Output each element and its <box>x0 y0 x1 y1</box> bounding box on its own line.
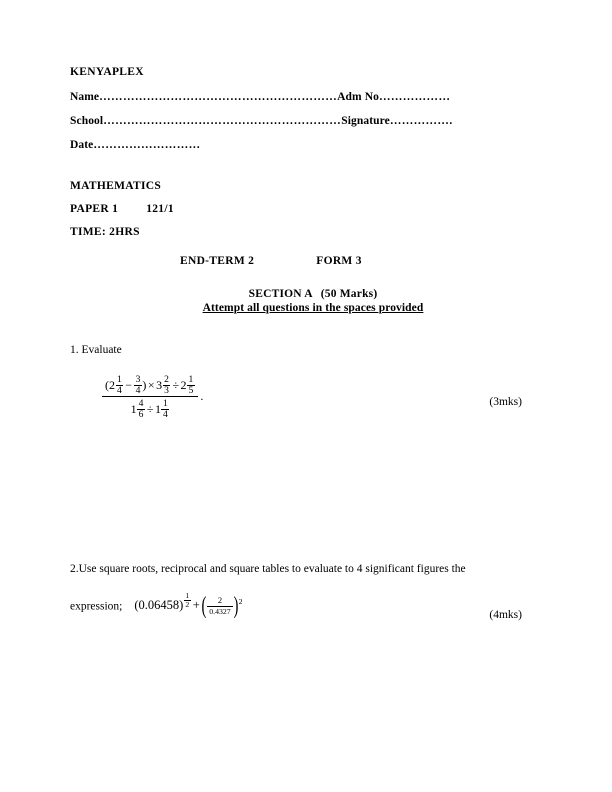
main-fraction <box>102 375 198 420</box>
mixed-3-whole: 3 <box>156 377 163 392</box>
field-label-admno: Adm No <box>337 91 379 103</box>
mixed-6-fraction <box>161 399 169 420</box>
question-2 <box>70 561 522 620</box>
question-2-marks: (4mks) <box>489 608 522 621</box>
mixed-6-whole: 1 <box>154 402 161 417</box>
question-1-number: 1. <box>70 344 79 356</box>
mixed-3-denominator: 3 <box>164 384 169 396</box>
exponent-one-half <box>183 590 191 609</box>
exponent-numerator: 1 <box>185 590 190 600</box>
times-operator: × <box>147 377 155 392</box>
page-content <box>70 66 522 620</box>
mixed-6-numerator: 1 <box>162 398 168 410</box>
field-label-date: Date <box>70 139 94 151</box>
question-1-text: Evaluate <box>81 344 122 356</box>
f2-denominator: 4 <box>135 384 141 396</box>
fraction-three-quarters <box>134 375 142 396</box>
mixed-4-whole: 2 <box>180 377 187 392</box>
question-1-expression <box>102 369 522 425</box>
fraction-numerator <box>102 375 198 398</box>
num-open-paren: (2 <box>105 377 115 392</box>
mixed-5-numerator: 4 <box>138 398 144 410</box>
paper-line <box>70 203 522 215</box>
question-2-text: Use square roots, reciprocal and square tables to evaluate to 4 significant figures the <box>78 562 466 575</box>
mixed-1-fraction <box>116 375 124 396</box>
field-dots-school: …………………………………………………… <box>103 115 342 127</box>
mixed-1-denominator: 4 <box>117 384 122 396</box>
field-name-line <box>70 91 522 103</box>
question-1-marks: (3mks) <box>489 395 522 408</box>
f2-numerator: 3 <box>135 373 141 385</box>
exam-term: END-TERM 2 <box>180 255 255 267</box>
mixed-4-denominator: 5 <box>188 384 194 396</box>
ratio-numerator: 2 <box>207 596 232 607</box>
field-dots-admno: ……………… <box>378 91 451 103</box>
paper-meta <box>70 180 522 238</box>
field-label-school: School <box>70 115 104 127</box>
field-school-line <box>70 115 522 127</box>
divide-operator-numerator: ÷ <box>172 377 180 392</box>
exponent-fraction <box>184 592 191 609</box>
question-2-expression-label: expression; <box>70 599 123 612</box>
question-2-number: 2. <box>70 562 79 575</box>
question-1-prompt <box>70 342 522 360</box>
ratio-fraction <box>207 596 232 616</box>
fraction-denominator <box>102 397 198 420</box>
section-marks: (50 Marks) <box>320 288 378 300</box>
left-paren-large: ( <box>201 592 207 619</box>
mixed-3-fraction <box>163 375 171 396</box>
exam-term-line <box>70 255 522 267</box>
exam-form: FORM 3 <box>316 255 362 267</box>
plus-operator: + <box>192 597 200 612</box>
field-label-name: Name <box>70 91 100 103</box>
mixed-4-numerator: 1 <box>188 373 194 385</box>
field-dots-signature: ……………. <box>389 115 453 127</box>
right-paren-large: ) <box>233 592 239 619</box>
section-instruction: Attempt all questions in the spaces provided <box>202 302 424 314</box>
question-2-prompt <box>70 561 522 579</box>
math-compound-fraction <box>102 375 203 420</box>
field-label-signature: Signature <box>341 115 390 127</box>
exponent-squared: 2 <box>238 596 243 606</box>
question-1 <box>70 342 522 425</box>
mixed-5-denominator: 6 <box>138 409 144 421</box>
num-close-paren: ) <box>142 377 147 392</box>
minus-operator: − <box>125 377 133 392</box>
organization-title: KENYAPLEX <box>70 66 144 78</box>
mixed-4-fraction <box>187 375 195 396</box>
mixed-5-fraction <box>137 399 145 420</box>
divide-operator-denominator: ÷ <box>146 402 154 417</box>
expression-trailing-period: . <box>200 389 204 404</box>
paper-label: PAPER 1 <box>70 203 119 215</box>
question-2-expression-row <box>70 592 522 620</box>
mixed-3-numerator: 2 <box>164 373 169 385</box>
mixed-5-whole: 1 <box>130 402 137 417</box>
section-title: SECTION A <box>248 288 313 300</box>
math-expression-2 <box>134 590 243 619</box>
field-dots-name: …………………………………………………… <box>99 91 338 103</box>
mixed-1-numerator: 1 <box>117 373 122 385</box>
mixed-6-denominator: 4 <box>162 409 168 421</box>
field-dots-date: ……………………… <box>93 139 201 151</box>
paper-code: 121/1 <box>146 203 174 215</box>
section-heading <box>70 288 522 300</box>
subject-title: MATHEMATICS <box>70 180 162 192</box>
time-allowed: TIME: 2HRS <box>70 226 140 238</box>
ratio-denominator: 0.4327 <box>209 606 231 616</box>
exponent-denominator: 2 <box>185 599 190 609</box>
field-date-line <box>70 139 522 151</box>
base-value: (0.06458) <box>134 597 184 612</box>
